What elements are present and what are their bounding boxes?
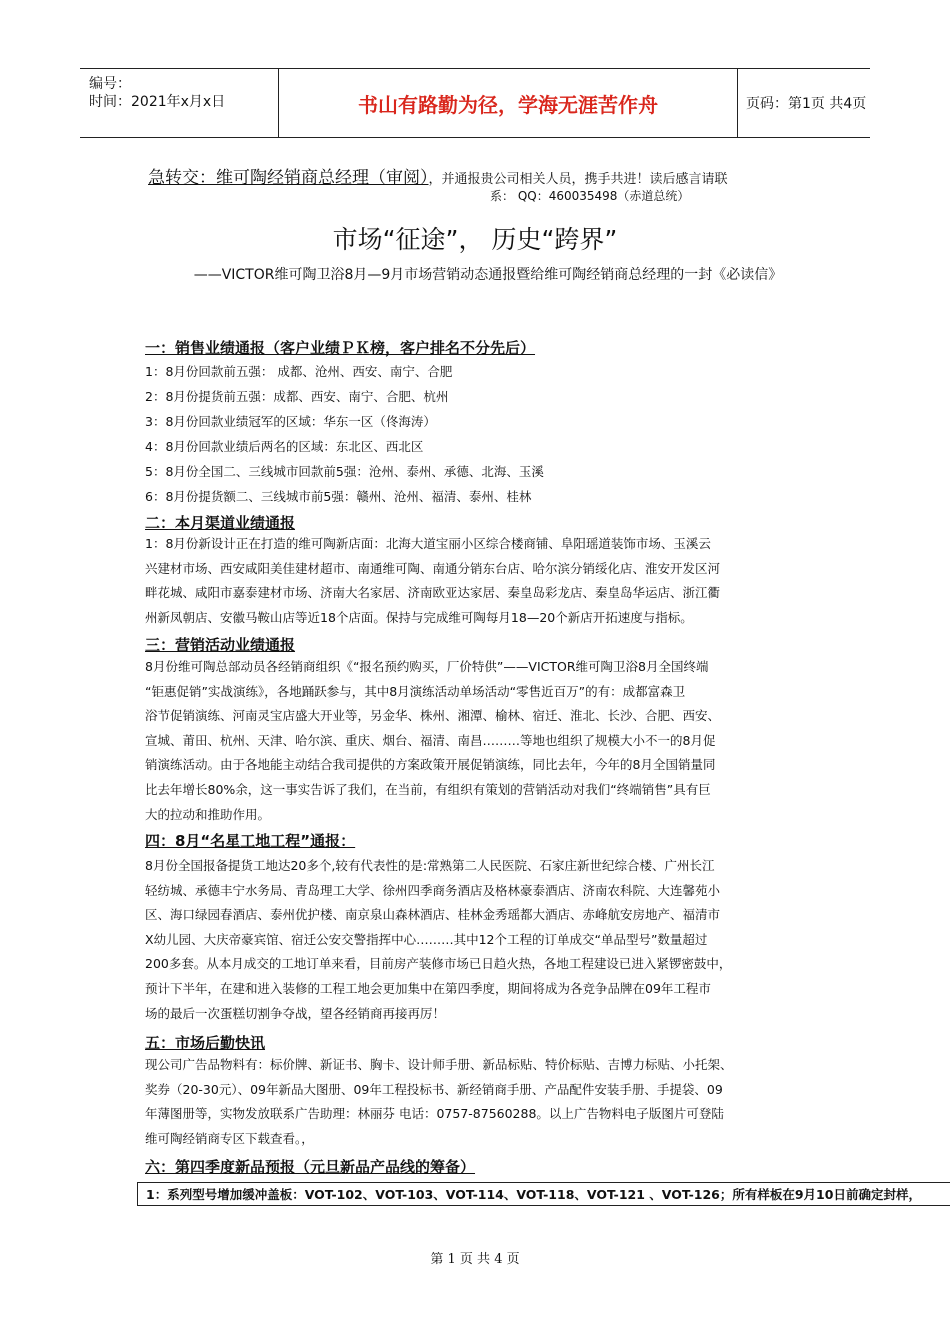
section3-paragraph — [145, 655, 795, 827]
header-motto: 书山有路勤为径，学海无涯苦作舟 — [278, 69, 738, 137]
section1-item: 6：8月份提货额二、三线城市前5强：赣州、沧州、福清、泰州、桂林 — [145, 489, 532, 504]
number-label: 编号： — [89, 76, 131, 92]
paragraph-line: 区、海口绿园春酒店、泰州优护楼、南京泉山森林酒店、桂林金秀瑶都大酒店、赤峰航安房地产、福清市 — [145, 907, 721, 923]
paragraph-line: 现公司广告品物料有：标价牌、新证书、胸卡、设计师手册、新品标贴、特价标贴、吉博力标贴、小托架、 — [145, 1057, 733, 1072]
section4-heading: 四：8月“名星工地工程”通报： — [145, 832, 356, 850]
section1-item: 1：8月份回款前五强： 成都、沧州、西安、南宁、合肥 — [145, 364, 453, 379]
paragraph-line: 年薄图册等，实物发放联系广告助理：林丽芬 电话：0757-87560288。以上广告物料电子版图片可登陆 — [145, 1106, 724, 1122]
section6-heading: 六：第四季度新品预报（元旦新品产品线的筹备） — [145, 1158, 476, 1176]
paragraph-line: 维可陶经销商专区下载查看。， — [145, 1130, 314, 1146]
section5-heading: 五：市场后勤快讯 — [145, 1034, 266, 1052]
section5-paragraph — [145, 1053, 795, 1151]
page-title: 市场“征途”， 历史“跨界” — [332, 225, 618, 254]
section2-paragraph — [145, 532, 795, 630]
paragraph-line: 兴建材市场、西安咸阳美佳建材超市、南通维可陶、南通分销东台店、哈尔滨分销绥化店、淮安开发区河 — [145, 560, 721, 576]
section1-item: 5：8月份全国二、三线城市回款前5强：沧州、泰州、承德、北海、玉溪 — [145, 464, 544, 479]
paragraph-line: 1：8月份新设计正在打造的维可陶新店面：北海大道宝丽小区综合楼商铺、阜阳瑶道装饰市场、玉溪云 — [145, 536, 711, 551]
time-label: 时间：2021年x月x日 — [89, 94, 226, 110]
header-page-label: 页码：第1页 共4页 — [746, 96, 867, 112]
section2-heading: 二：本月渠道业绩通报 — [145, 514, 296, 532]
page-subtitle: ——VICTOR维可陶卫浴8月—9月市场营销动态通报暨给维可陶经销商总经理的一封《必读信》 — [193, 267, 783, 283]
section6-table-row: 1：系列型号增加缓冲盖板：VOT-102、VOT-103、VOT-114、VOT-118、VOT-121 、VOT-126；所有样板在9月10日前确定封样， — [137, 1182, 950, 1206]
paragraph-line: 8月份维可陶总部动员各经销商组织《“报名预约购买，厂价特供”——VICTOR维可陶卫浴8月全国终端 — [145, 659, 709, 674]
paragraph-line: 浴节促销演练、河南灵宝店盛大开业等，另金华、株州、湘潭、榆林、宿迁、淮北、长沙、合肥、西安、 — [145, 708, 721, 724]
paragraph-line: 宣城、莆田、杭州、天津、哈尔滨、重庆、烟台、福清、南昌………等地也组织了规模大小不一的8月促 — [145, 732, 716, 748]
paragraph-line: 州新凤朝店、安徽马鞍山店等近18个店面。保持与完成维可陶每月18—20个新店开拓速度与指标。 — [145, 609, 693, 625]
paragraph-line: 8月份全国报备提货工地达20多个,较有代表性的是:常熟第二人民医院、石家庄新世纪综合楼、广州长江 — [145, 858, 715, 873]
paragraph-line: 200多套。从本月成交的工地订单来看，目前房产装修市场已日趋火热，各地工程建设已进入紧锣密鼓中， — [145, 956, 732, 972]
paragraph-line: 轻纺城、承德丰宁水务局、青岛理工大学、徐州四季商务酒店及格林豪泰酒店、济南农科院、大连馨苑小 — [145, 882, 721, 898]
paragraph-line: 预计下半年，在建和进入装修的工程工地会更加集中在第四季度，期间将成为各竞争品牌在09年工程市 — [145, 980, 711, 996]
section1-item: 3：8月份回款业绩冠军的区域：华东一区（佟海涛） — [145, 414, 436, 429]
section1-item: 4：8月份回款业绩后两名的区域：东北区、西北区 — [145, 439, 424, 454]
section4-paragraph — [145, 854, 795, 1026]
section3-heading: 三：营销活动业绩通报 — [145, 636, 296, 654]
section1-item: 2：8月份提货前五强：成都、西安、南宁、合肥、杭州 — [145, 389, 449, 404]
paragraph-line: 比去年增长80%余，这一事实告诉了我们，在当前，有组织有策划的营销活动对我们“终端销售”具有巨 — [145, 781, 711, 797]
header-left-cell — [80, 69, 278, 137]
paragraph-line: 畔花城、咸阳市嘉泰建材市场、济南大名家居、济南欧亚达家居、秦皇岛彩龙店、秦皇岛华运店、浙江衢 — [145, 585, 721, 601]
paragraph-line: X幼儿园、大庆帝豪宾馆、宿迁公安交警指挥中心………其中12个工程的订单成交“单品型号”数量超过 — [145, 931, 708, 947]
paragraph-line: “钜惠促销”实战演练》，各地踊跃参与，其中8月演练活动单场活动“零售近百万”的有：成都富森卫 — [145, 683, 686, 699]
paragraph-line: 场的最后一次蛋糕切割争夺战，望各经销商再接再厉！ — [145, 1005, 446, 1021]
urgent-notice — [148, 163, 728, 188]
urgent-prefix: 急转交：维可陶经销商总经理（审阅） — [148, 168, 429, 188]
paragraph-line: 销演练活动。由于各地能主动结合我司提供的方案政策开展促销演练，同比去年，今年的8月全国销量同 — [145, 757, 716, 773]
urgent-rest: ，并通报贵公司相关人员，携手共进！读后感言请联 — [428, 172, 728, 187]
header-table — [80, 68, 870, 138]
contact-line: 系： QQ：460035498（赤道总统） — [490, 189, 690, 203]
page-footer: 第 1 页 共 4 页 — [430, 1252, 520, 1267]
paragraph-line: 奖券（20-30元）、09年新品大图册、09年工程投标书、新经销商手册、产品配件安装手册、手提袋、09 — [145, 1081, 723, 1097]
section1-heading: 一：销售业绩通报（客户业绩ＰＫ榜，客户排名不分先后） — [145, 339, 536, 357]
paragraph-line: 大的拉动和推助作用。 — [145, 806, 271, 822]
